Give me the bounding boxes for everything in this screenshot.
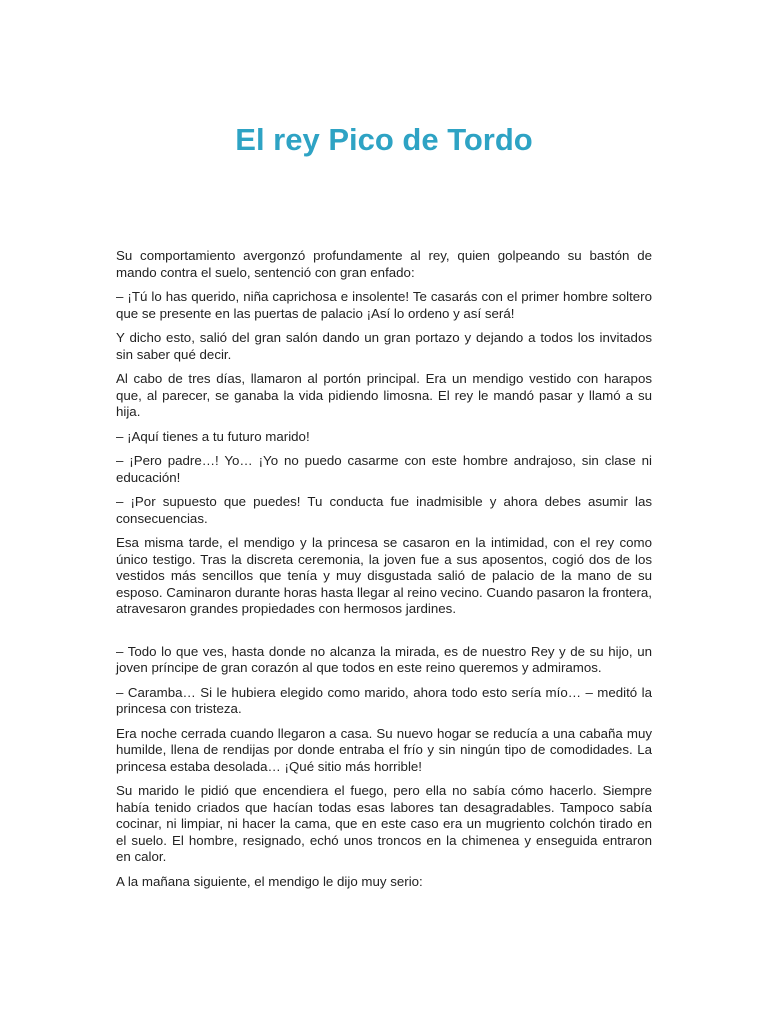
paragraph: Al cabo de tres días, llamaron al portón principal. Era un mendigo vestido con harapos que, al parecer, se ganaba la vida pidiendo limosna. El rey le mandó pasar y llamó a su hija. (116, 371, 652, 419)
paragraph: – ¡Pero padre…! Yo… ¡Yo no puedo casarme con este hombre andrajoso, sin clase ni educación! (116, 453, 652, 485)
paragraph: – Todo lo que ves, hasta donde no alcanza la mirada, es de nuestro Rey y de su hijo, un joven príncipe de gran corazón al que todos en este reino queremos y admiramos. (116, 643, 652, 675)
paragraph: Su comportamiento avergonzó profundamente al rey, quien golpeando su bastón de mando contra el suelo, sentenció con gran enfado: (116, 248, 652, 280)
paragraph: – Caramba… Si le hubiera elegido como marido, ahora todo esto sería mío… – meditó la princesa con tristeza. (116, 684, 652, 716)
paragraph: Su marido le pidió que encendiera el fuego, pero ella no sabía cómo hacerlo. Siempre había tenido criados que hacían todas esas labores tan desagradables. Tampoco sabía cocinar, ni limpiar, ni hacer la cama, que en este caso era un mugriento colchón tirado en el suelo. El hombre, resignado, echó unos troncos en la chimenea y enseguida entraron en calor. (116, 783, 652, 864)
paragraph: – ¡Tú lo has querido, niña caprichosa e insolente! Te casarás con el primer hombre soltero que se presente en las puertas de palacio ¡Así lo ordeno y así será! (116, 289, 652, 321)
paragraph: A la mañana siguiente, el mendigo le dijo muy serio: (116, 873, 423, 889)
paragraph: Y dicho esto, salió del gran salón dando un gran portazo y dejando a todos los invitados sin saber qué decir. (116, 330, 652, 362)
page-title: El rey Pico de Tordo (235, 122, 533, 157)
paragraph: Esa misma tarde, el mendigo y la princesa se casaron en la intimidad, con el rey como único testigo. Tras la discreta ceremonia, la joven fue a sus aposentos, cogió dos de los vestidos más sencillos que tenía y muy disgustada salió de palacio de la mano de su esposo. Caminaron durante horas hasta llegar al reino vecino. Cuando pasaron la frontera, atravesaron grandes propiedades con hermosos jardines. (116, 535, 652, 616)
paragraph: – ¡Aquí tienes a tu futuro marido! (116, 428, 310, 444)
paragraph: Era noche cerrada cuando llegaron a casa. Su nuevo hogar se reducía a una cabaña muy humilde, llena de rendijas por donde entraba el frío y sin ningún tipo de comodidades. La princesa estaba desolada… ¡Qué sitio más horrible! (116, 725, 652, 774)
story-body (116, 248, 652, 898)
paragraph: – ¡Por supuesto que puedes! Tu conducta fue inadmisible y ahora debes asumir las consecuencias. (116, 494, 652, 526)
